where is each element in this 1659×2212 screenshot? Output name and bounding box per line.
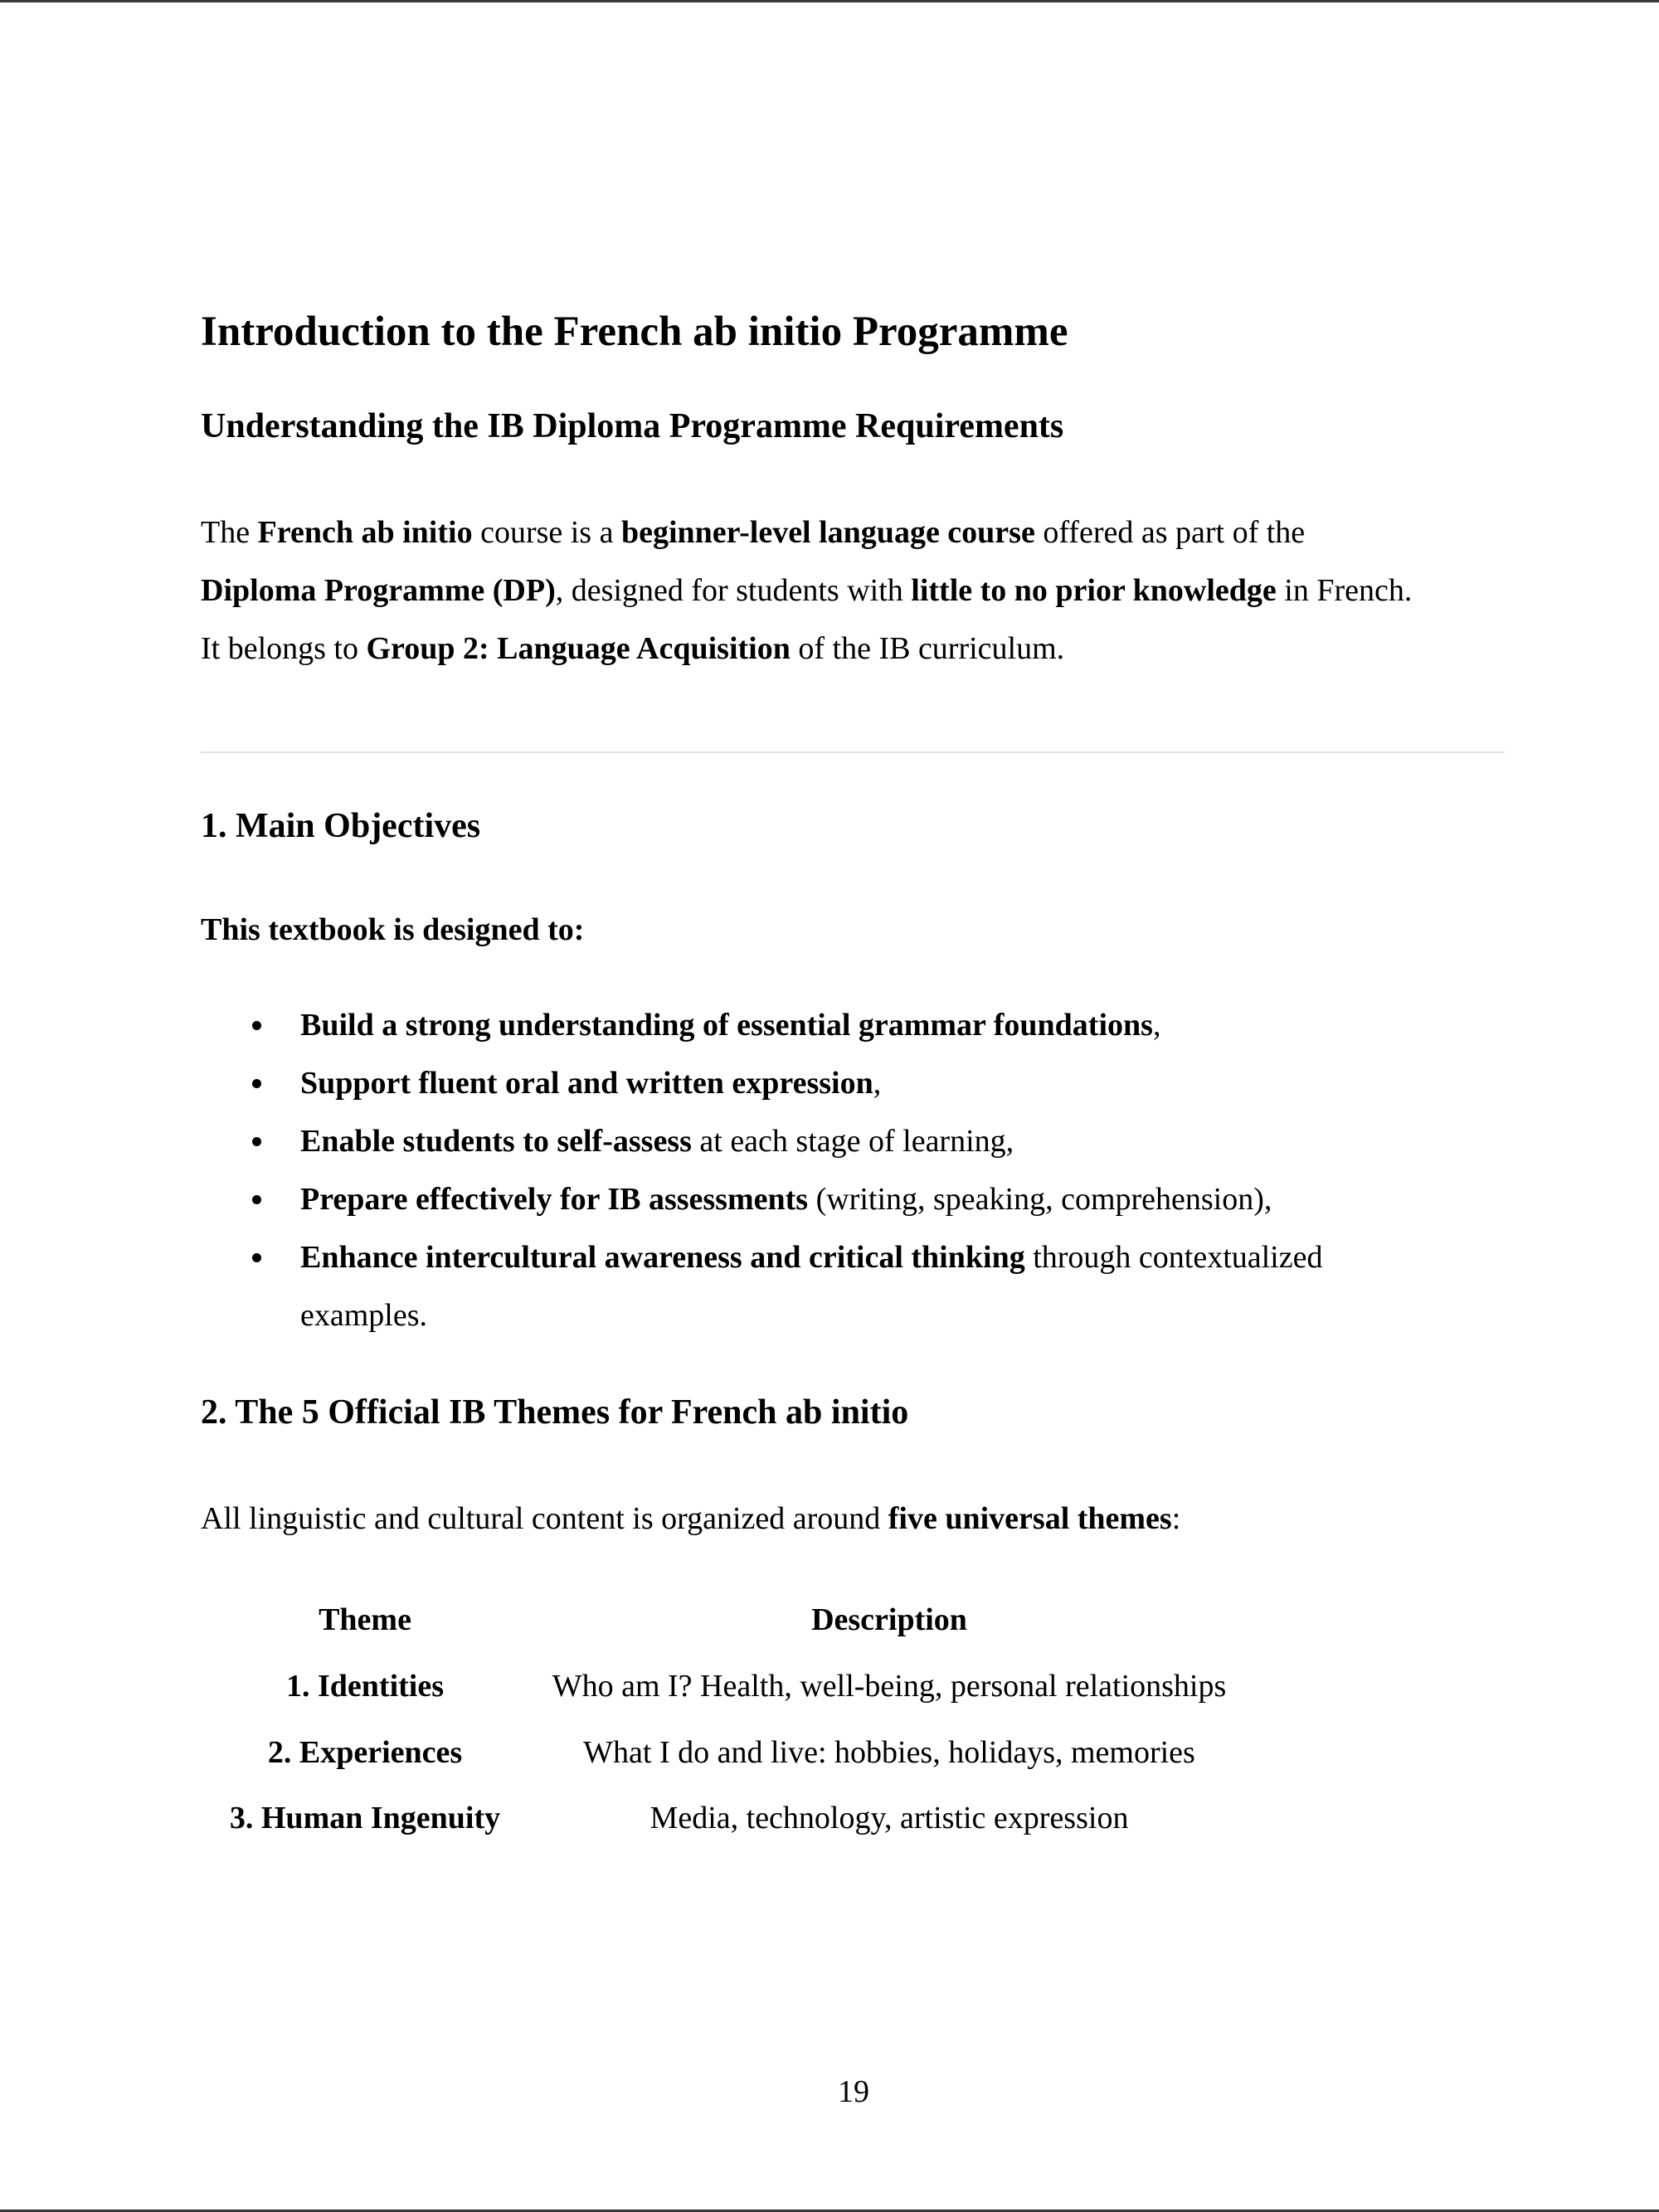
text-run: , (873, 1066, 882, 1101)
bold-run: Build a strong understanding of essential grammar foundations (300, 1008, 1153, 1043)
section-1-lead: This textbook is designed to: (201, 912, 585, 947)
text-run: of the IB curriculum. (790, 631, 1065, 666)
text-run: in French. (1276, 573, 1413, 608)
bold-run: Prepare effectively for IB assessments (300, 1182, 809, 1217)
page-top-border (0, 0, 1659, 2)
page-title: Introduction to the French ab initio Programme (201, 309, 1068, 355)
bullet-marker (252, 1195, 261, 1204)
text-run: , designed for students with (555, 573, 912, 608)
text-run: (writing, speaking, comprehension), (808, 1182, 1272, 1217)
list-item (300, 1123, 1014, 1159)
intro-line-3 (201, 630, 1064, 667)
bullet-marker (252, 1137, 261, 1146)
section-2-intro (201, 1500, 1180, 1537)
list-item (300, 1065, 881, 1101)
bold-run: Enable students to self-assess (300, 1124, 692, 1159)
bullet-marker (252, 1021, 261, 1030)
list-item-continuation: examples. (300, 1298, 428, 1333)
bold-run: Group 2: Language Acquisition (366, 631, 791, 666)
bold-run: little to no prior knowledge (911, 573, 1277, 608)
table-cell-theme: 1. Identities (286, 1669, 444, 1704)
table-cell-description: Who am I? Health, well-being, personal relationships (552, 1669, 1227, 1704)
intro-line-2 (201, 572, 1412, 609)
text-run: , (1152, 1008, 1161, 1043)
intro-line-1 (201, 514, 1305, 551)
page-number: 19 (838, 2074, 869, 2109)
section-1-heading: 1. Main Objectives (201, 807, 481, 845)
text-run: It belongs to (201, 631, 367, 666)
table-cell-theme: 3. Human Ingenuity (229, 1801, 501, 1835)
bold-run: five universal themes (888, 1501, 1172, 1536)
bold-run: Support fluent oral and written expression (300, 1066, 873, 1101)
text-run: through contextualized (1024, 1240, 1323, 1275)
text-run: at each stage of learning, (691, 1124, 1014, 1159)
table-cell-theme: 2. Experiences (267, 1735, 463, 1770)
table-cell-description: What I do and live: hobbies, holidays, memories (583, 1735, 1195, 1770)
list-item (300, 1239, 1322, 1276)
table-cell-description: Media, technology, artistic expression (649, 1801, 1129, 1835)
bullet-marker (252, 1253, 261, 1262)
bold-run: beginner-level language course (620, 515, 1035, 550)
list-item (300, 1007, 1160, 1043)
page-subtitle: Understanding the IB Diploma Programme Requirements (201, 407, 1064, 445)
text-run: The (201, 515, 258, 550)
bold-run: French ab initio (257, 515, 473, 550)
text-run: All linguistic and cultural content is organized around (201, 1501, 888, 1536)
text-run: : (1171, 1501, 1181, 1536)
bullet-marker (252, 1079, 261, 1088)
list-item (300, 1181, 1272, 1218)
text-run: offered as part of the (1034, 515, 1306, 550)
table-header-theme: Theme (319, 1602, 411, 1637)
text-run: course is a (472, 515, 621, 550)
bold-run: Diploma Programme (DP) (201, 573, 556, 608)
bold-run: Enhance intercultural awareness and critical thinking (300, 1240, 1025, 1275)
section-2-heading: 2. The 5 Official IB Themes for French ab initio (201, 1393, 909, 1432)
section-divider (201, 751, 1505, 753)
table-header-description: Description (811, 1602, 967, 1637)
